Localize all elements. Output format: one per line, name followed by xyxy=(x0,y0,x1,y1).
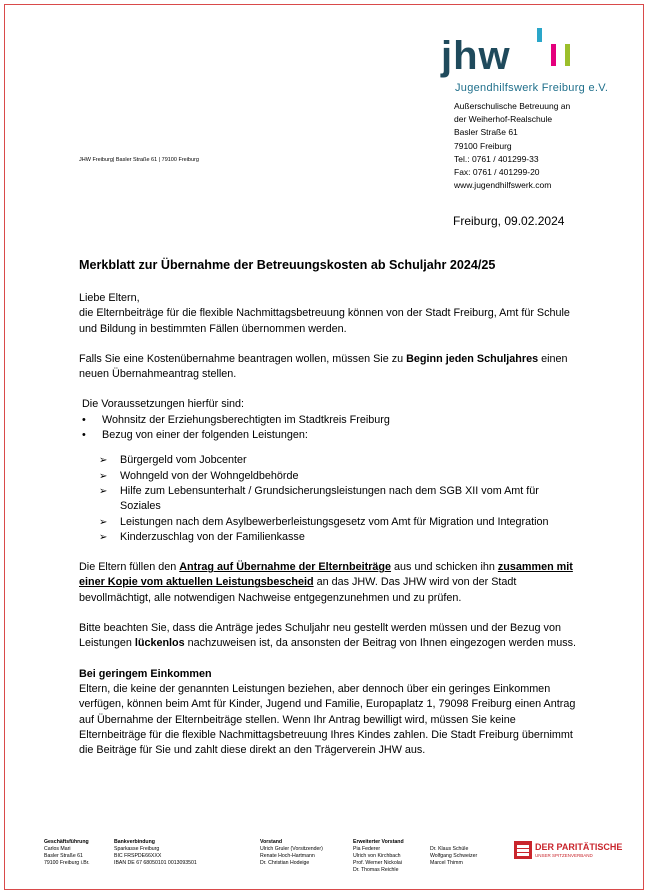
sub-item-text: Kinderzuschlag von der Familienkasse xyxy=(120,530,305,543)
footer-line: BIC FRSPDE66XXX xyxy=(114,853,162,859)
footer-line: Ulrich Gruler (Vorsitzender) xyxy=(260,846,323,852)
letter-body xyxy=(79,291,579,758)
address-line: der Weiherhof-Realschule xyxy=(454,114,553,125)
low-income-heading: Bei geringem Einkommen xyxy=(79,667,212,680)
footer-line: Prof. Werner Nickolai xyxy=(353,860,402,866)
letter-date: Freiburg, 09.02.2024 xyxy=(453,214,565,228)
footer-line: Dr. Thomas Reichle xyxy=(353,867,399,873)
address-line: Basler Straße 61 xyxy=(454,127,518,138)
text-span: aus und schicken ihn xyxy=(391,561,498,574)
document-title: Merkblatt zur Übernahme der Betreuungskosten ab Schuljahr 2024/25 xyxy=(79,258,496,272)
arrow-icon: ➢ xyxy=(99,531,108,543)
sub-item xyxy=(79,530,579,545)
footer-management xyxy=(44,839,90,867)
arrow-icon: ➢ xyxy=(99,470,108,482)
address-line: Tel.: 0761 / 401299-33 xyxy=(454,153,539,164)
bullet-item xyxy=(79,428,579,443)
sub-item xyxy=(79,484,579,515)
paritaetische-icon xyxy=(514,841,532,859)
sub-item xyxy=(79,515,579,530)
footer-line: Basler Straße 61 xyxy=(44,853,83,859)
footer-line: Dr. Christian Hodeige xyxy=(260,860,310,866)
footer-extended-board xyxy=(353,839,404,874)
greeting: Liebe Eltern, xyxy=(79,292,140,304)
footer-heading: Erweiterter Vorstand xyxy=(353,839,404,845)
address-line: 79100 Freiburg xyxy=(454,140,512,151)
text-span: Falls Sie eine Kostenübernahme beantragen wollen, müssen Sie zu xyxy=(79,352,407,365)
logo-bar-blue xyxy=(537,28,542,42)
text-span: an das JHW. Das JHW wird von der Stadt bevollmächtigt, alle notwendigen Nachweise entgegenzunehmen und zu prüfen. xyxy=(79,576,517,604)
bullet-item xyxy=(79,413,579,428)
sub-item-text: Hilfe zum Lebensunterhalt / Grundsicherungsleistungen nach dem SGB XII vom Amt für Soziales xyxy=(120,484,539,513)
bullet-text: Wohnsitz der Erziehungsberechtigten im Stadtkreis Freiburg xyxy=(102,413,390,426)
paritaetische-sub: UNSER SPITZENVERBAND xyxy=(535,853,593,858)
sub-item-text: Bürgergeld vom Jobcenter xyxy=(120,454,247,467)
footer-line: IBAN DE 67 68050101 0013093501 xyxy=(114,860,197,866)
procedure-paragraph xyxy=(79,560,579,606)
bold-text: lückenlos xyxy=(134,637,185,650)
logo-bar-green xyxy=(565,44,570,66)
requirements-heading: Die Voraussetzungen hierfür sind: xyxy=(82,398,245,411)
footer-board xyxy=(260,839,323,867)
text-span: nachzuweisen ist, da ansonsten der Beitrag von Ihnen eingezogen werden muss. xyxy=(184,637,576,650)
logo-text: jhw xyxy=(441,34,511,78)
intro-paragraph: die Elternbeiträge für die flexible Nachmittagsbetreuung können von der Stadt Freiburg, Amt für Schule und Bildung in bestimmten Fällen übernommen werden. xyxy=(79,307,570,335)
sender-line: JHW Freiburg| Basler Straße 61 | 79100 Freiburg xyxy=(79,157,199,163)
footer-line: Renate Hoch-Hartmann xyxy=(260,853,315,859)
paritaetische-logo xyxy=(514,841,624,861)
footer-line: 79100 Freiburg i.Br. xyxy=(44,860,90,866)
bullet-icon: • xyxy=(82,413,86,426)
footer-extended-board-2 xyxy=(430,846,477,867)
underlined-text: zusammen mit einer Kopie vom aktuellen Leistungsbescheid xyxy=(79,561,573,589)
logo-tagline: Jugendhilfswerk Freiburg e.V. xyxy=(455,82,609,94)
arrow-icon: ➢ xyxy=(99,485,108,497)
sub-item-text: Wohngeld von der Wohngeldbehörde xyxy=(120,469,299,482)
bullet-icon: • xyxy=(82,429,86,442)
footer-line: Marcel Thimm xyxy=(430,860,463,866)
bold-text: Beginn jeden Schuljahres xyxy=(406,352,539,365)
footer-line: Dr. Klaus Schüle xyxy=(430,846,469,852)
footer-line: Carlos Mari xyxy=(44,846,71,852)
address-line: Außerschulische Betreuung an xyxy=(454,101,571,111)
footer-heading: Geschäftsführung xyxy=(44,839,89,845)
paritaetische-name: DER PARITÄTISCHE xyxy=(535,842,623,852)
text-span: einen neuen Übernahmeantrag stellen. xyxy=(79,352,568,381)
footer-line: Sparkasse Freiburg xyxy=(114,846,160,852)
sub-item xyxy=(79,469,579,484)
logo-bar-magenta xyxy=(551,44,556,66)
sub-item xyxy=(79,453,579,468)
note-paragraph xyxy=(79,621,579,652)
footer-line: Pia Federer xyxy=(353,846,381,852)
footer-heading: Bankverbindung xyxy=(114,839,155,845)
application-paragraph xyxy=(79,352,579,383)
footer-bank xyxy=(114,839,197,867)
low-income-paragraph: Eltern, die keine der genannten Leistungen beziehen, aber dennoch über ein geringes Einkommen verfügen, können beim Amt für Kinder, Jugend und Familie, Europaplatz 1, 79098 Freiburg einen Antrag auf Übernahme der Elternbeiträge stellen. Wenn Ihr Antrag bewilligt wird, müssen Sie keine Elternbeiträge für die flexible Nachmittagsbetreuung Ihres Kindes zahlen. Die Stadt Freiburg übernimmt die Beiträge für Sie und zahlt diese direkt an den Trägerverein JHW aus. xyxy=(79,682,576,757)
address-block xyxy=(454,100,570,192)
footer-line: Wolfgang Schweizer xyxy=(430,853,478,859)
sub-item-text: Leistungen nach dem Asylbewerberleistungsgesetz vom Amt für Migration und Integration xyxy=(120,515,549,528)
underlined-text: Antrag auf Übernahme der Elternbeiträge xyxy=(179,561,392,574)
text-span: Die Eltern füllen den xyxy=(79,561,180,574)
footer-line: Ulrich von Kirchbach xyxy=(353,853,401,859)
address-line: www.jugendhilfswerk.com xyxy=(454,180,552,191)
address-line: Fax: 0761 / 401299-20 xyxy=(454,167,540,178)
bullet-text: Bezug von einer der folgenden Leistungen: xyxy=(102,429,308,442)
arrow-icon: ➢ xyxy=(99,516,108,528)
text-span: Bitte beachten Sie, dass die Anträge jedes Schuljahr neu gestellt werden müssen und der Bezug von Leistungen xyxy=(79,622,561,650)
footer-heading: Vorstand xyxy=(260,839,283,845)
arrow-icon: ➢ xyxy=(99,455,108,467)
